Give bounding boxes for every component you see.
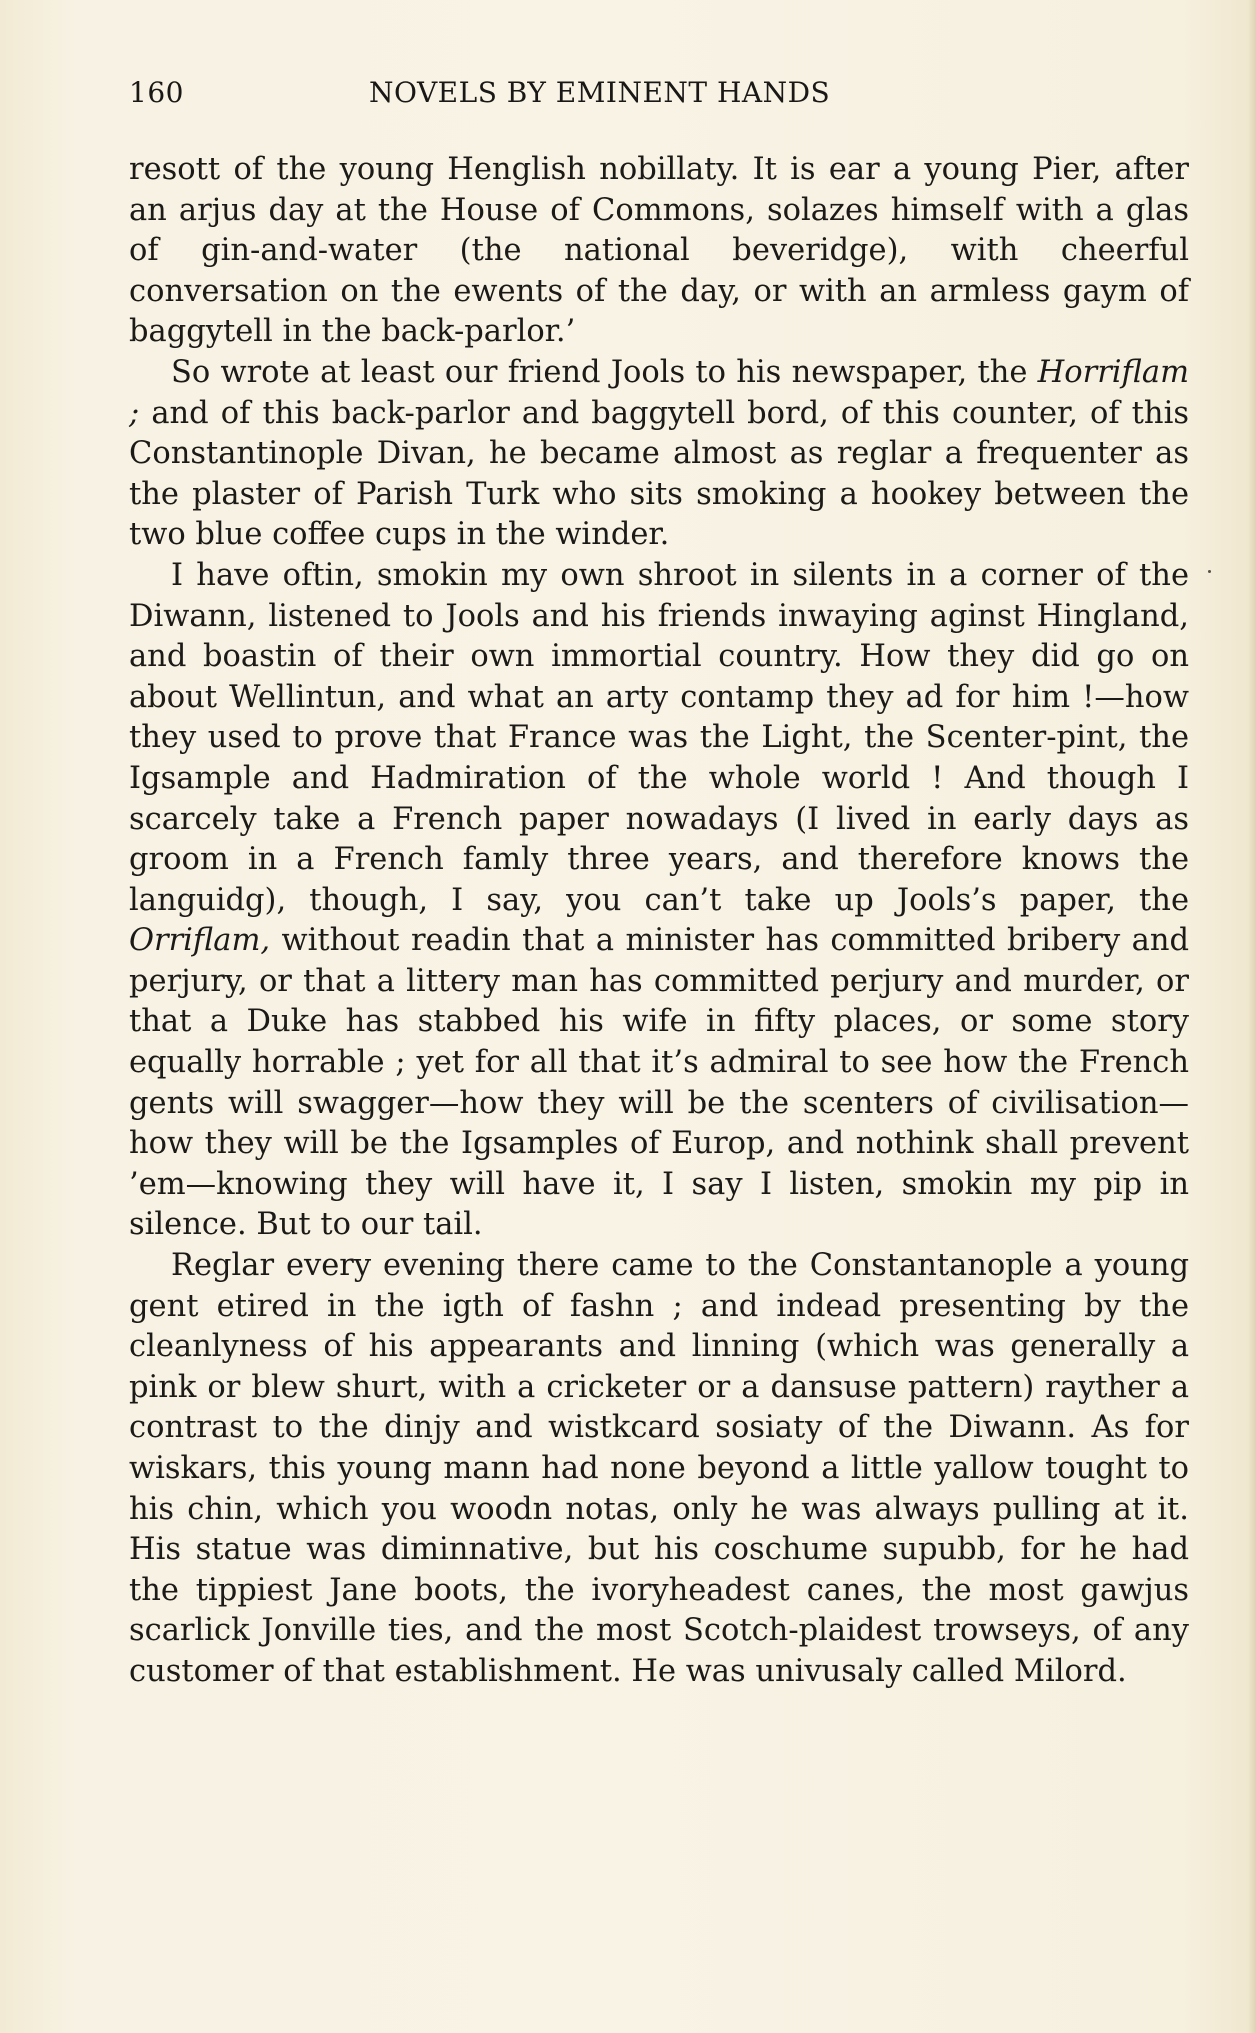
running-title: NOVELS BY EMINENT HANDS [369,76,831,109]
paragraph-1-text: resott of the young Henglish nobillaty. It is ear a young Pier, after an arjus day at the House of Commons, solazes himself with a glas of gin-and-water (the national beveridge), with cheerful conversation on the ewents of the day, or with an armless gaym of baggytell in the back-parlor.’ [129,152,1189,350]
paragraph-2-text-a: So wrote at least our friend Jools to his newspaper, the [171,354,1038,390]
paragraph-3-italic: Orriflam, [129,923,271,959]
paragraph-2-italic: Horriflam ; [129,354,1189,431]
paragraph-4-text: Reglar every evening there came to the Constantanople a young gent etired in the igth of fashn ; and indead presenting by the cleanlyness of his appearants and linning (which was generally a pink or blew shurt, with a cricketer or a dansuse pattern) rayther a contrast to the dinjy and wistkcard sosiaty of the Diwann. As for wiskars, this young mann had none beyond a little yallow tought to his chin, which you woodn notas, only he was always pulling at it. His statue was diminnative, but his coschume supubb, for he had the tippiest Jane boots, the ivoryheadest canes, the most gawjus scarlick Jonville ties, and the most Scotch-plaidest trowseys, of any customer of that establishment. He was univusaly called Milord. [129,1248,1189,1689]
paragraph-3-text-a: I have oftin, smokin my own shroot in silents in a corner of the Diwann, listened to Jools and his friends inwaying aginst Hingland, and boastin of their own immortial country. How they did go on about Wellintun, and what an arty contamp they ad for him !—how they used to prove that France was the Light, the Scenter-pint, the Igsample and Hadmiration of the whole world ! And though I scarcely take a French paper nowadays (I lived in early days as groom in a French famly three years, and therefore knows the languidg), though, I say, you can’t take up Jools’s paper, the [129,557,1189,918]
body-text [129,150,1189,1693]
paragraph-3-text-b: without readin that a minister has committed bribery and perjury, or that a littery man has committed perjury and murder, or that a Duke has stabbed his wife in fifty places, or some story equally horrable ; yet for all that it’s admiral to see how the French gents will swagger—how they will be the scenters of civilisation—how they will be the Igsamples of Europ, and nothink shall prevent ’em—knowing they will have it, I say I listen, smokin my pip in silence. But to our tail. [129,923,1189,1243]
page-number: 160 [129,76,184,109]
paragraph-1 [129,150,1189,353]
paragraph-2-text-b: and of this back-parlor and baggytell bord, of this counter, of this Constantinople Divan, he became almost as reglar a frequenter as the plaster of Parish Turk who sits smoking a hookey between the two blue coffee cups in the winder. [129,395,1189,553]
page-header [129,76,1189,116]
paragraph-4 [129,1246,1189,1693]
paragraph-2 [129,353,1189,556]
paragraph-3 [129,556,1189,1246]
page-edge-shadow [1248,0,1256,2033]
ink-speck [1208,570,1211,573]
